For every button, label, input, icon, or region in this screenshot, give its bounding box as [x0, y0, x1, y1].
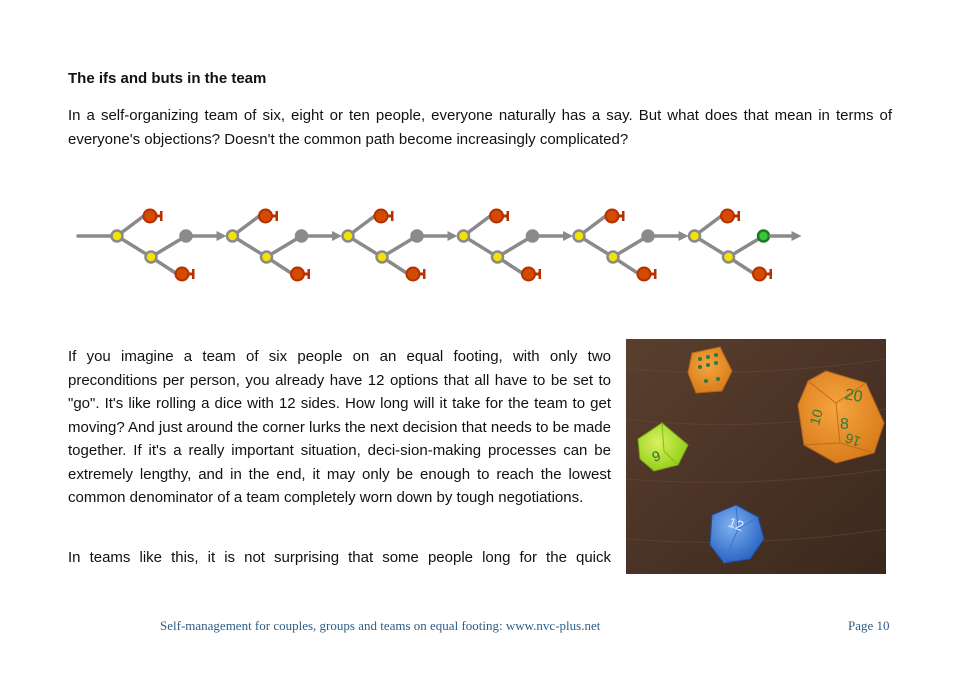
stage-3-lower-stop-bar [423, 269, 426, 279]
stage-3-upper-stop [375, 210, 388, 223]
stage-2-upper-stop [259, 210, 272, 223]
stage-2-decision-node [227, 231, 238, 242]
stage-1-lower-stop-bar [192, 269, 195, 279]
d10-label-9: 9 [649, 447, 663, 465]
dice-photo [626, 339, 886, 574]
d20-label-8: 8 [840, 416, 849, 433]
stage-1-decision-node [112, 231, 123, 242]
stage-5-upper-stop [606, 210, 619, 223]
d20-label-16: 16 [842, 429, 863, 451]
stage-5-forward-arrow [679, 231, 689, 241]
page-number: Page 10 [848, 618, 890, 633]
section-heading: The ifs and buts in the team [68, 70, 267, 87]
stage-5-lower-stop-stem [650, 273, 654, 276]
stage-6-upper-stop-stem [734, 215, 738, 218]
stage-2-rejoin-node [296, 231, 307, 242]
stage-4-lower-stop-stem [535, 273, 539, 276]
stage-4-rejoin-node [527, 231, 538, 242]
stage-4-decision-node [458, 231, 469, 242]
stage-4-upper-stop-bar [507, 211, 510, 221]
stage-3-lower-stop-stem [419, 273, 423, 276]
intro-paragraph: In a self-organizing team of six, eight or ten people, everyone naturally has a say. But what does that mean in terms of everyone's objections? Doesn't the common path become increasingly complicated? [68, 107, 892, 148]
stage-2-lower-stop [291, 268, 304, 281]
d20-label-20: 20 [843, 386, 864, 407]
stage-2-second-decision-node [261, 252, 272, 263]
stage-4-lower-stop [522, 268, 535, 281]
stage-1-lower-stop-stem [188, 273, 192, 276]
stage-6-lower-stop-stem [766, 273, 770, 276]
stage-6-lower-stop [753, 268, 766, 281]
stage-3-upper-stop-stem [387, 215, 391, 218]
stage-3-upper-stop-bar [391, 211, 394, 221]
final-go-node [758, 231, 769, 242]
stage-4-second-decision-node [492, 252, 503, 263]
stage-2-lower-stop-bar [308, 269, 311, 279]
stage-1-lower-stop [176, 268, 189, 281]
stage-6-second-decision-node [723, 252, 734, 263]
stage-6-upper-stop [721, 210, 734, 223]
continued-paragraph: In teams like this, it is not surprising that some people long for the quick [68, 549, 611, 566]
stage-4-upper-stop-stem [503, 215, 507, 218]
stage-5-lower-stop-bar [654, 269, 657, 279]
stage-3-decision-node [343, 231, 354, 242]
stage-2-upper-stop-stem [272, 215, 276, 218]
stage-5-upper-stop-stem [618, 215, 622, 218]
stage-3-second-decision-node [377, 252, 388, 263]
stage-6-upper-stop-bar [738, 211, 741, 221]
body-paragraph: If you imagine a team of six people on an equal footing, with only two preconditions per person, you already have 12 options that all have to be set to "go". It's like rolling a dice with 12 sides. How long will it take for the team to get moving? And just around the corner lurks the next decision that needs to be made together. If it's a really important situation, deci-sion-making processes can be extremely lengthy, and in the end, it may only be enough to reach the lowest common denominator of a team completely worn down by tough negotiations. [68, 348, 611, 506]
stage-2-lower-stop-stem [304, 273, 308, 276]
stage-5-decision-node [574, 231, 585, 242]
stage-3-rejoin-node [412, 231, 423, 242]
stage-2-forward-arrow [332, 231, 342, 241]
stage-5-lower-stop [638, 268, 651, 281]
stage-1-upper-stop [144, 210, 157, 223]
stage-3-forward-arrow [448, 231, 458, 241]
d12-label-12: 12 [726, 513, 747, 535]
stage-4-forward-arrow [563, 231, 573, 241]
footer-note: Self-management for couples, groups and teams on equal footing: www.nvc-plus.net [160, 618, 601, 633]
stage-1-forward-arrow [217, 231, 227, 241]
stage-1-rejoin-node [181, 231, 192, 242]
stage-4-lower-stop-bar [539, 269, 542, 279]
stage-5-upper-stop-bar [622, 211, 625, 221]
stage-3-lower-stop [407, 268, 420, 281]
stage-6-lower-stop-bar [770, 269, 773, 279]
decision-path-diagram [70, 198, 810, 288]
stage-1-second-decision-node [146, 252, 157, 263]
exit-arrow [792, 231, 802, 241]
stage-6-decision-node [689, 231, 700, 242]
stage-5-second-decision-node [608, 252, 619, 263]
stage-1-upper-stop-bar [160, 211, 163, 221]
stage-4-upper-stop [490, 210, 503, 223]
stage-5-rejoin-node [643, 231, 654, 242]
stage-2-upper-stop-bar [276, 211, 279, 221]
stage-1-upper-stop-stem [156, 215, 160, 218]
d20-label-10: 10 [806, 407, 826, 427]
